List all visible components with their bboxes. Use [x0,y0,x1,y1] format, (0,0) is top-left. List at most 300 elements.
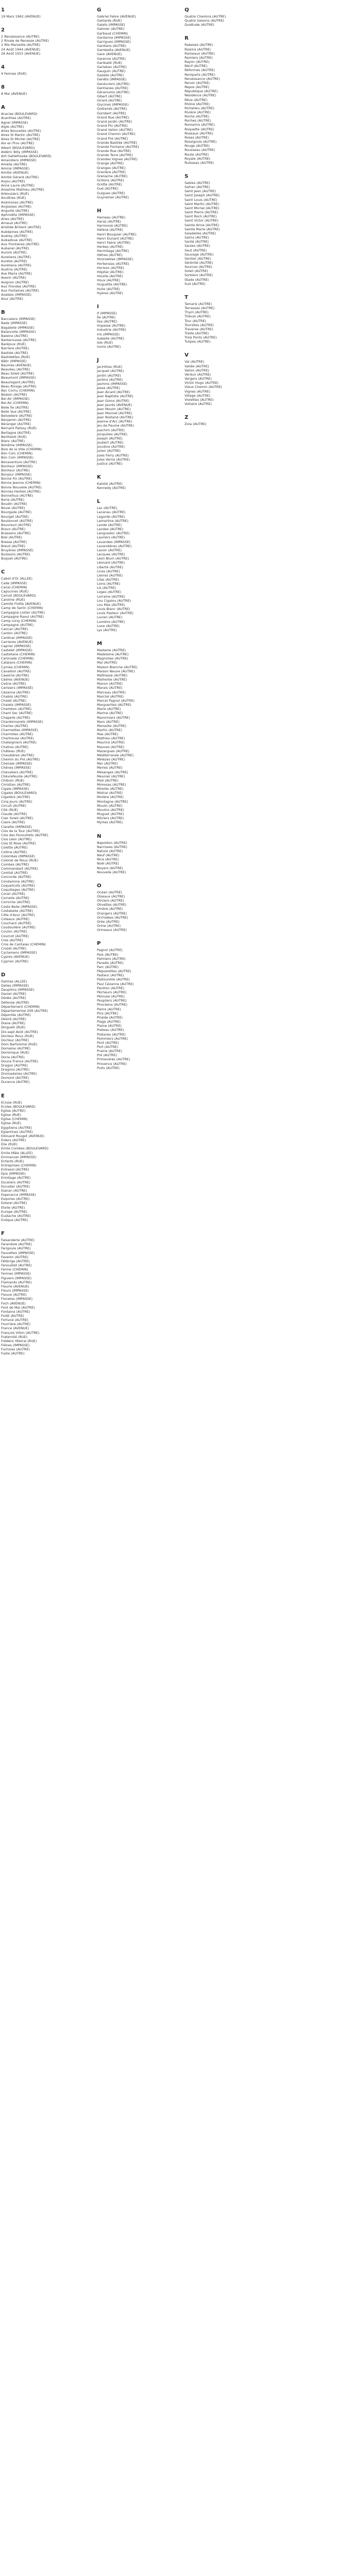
index-section [185,352,257,406]
street-entry: Lune (AUTRE) [97,623,120,628]
street-entry: Foch (AVENUE) [1,1301,26,1306]
street-entry: Maronniers (AUTRE) [97,715,130,720]
index-section [97,358,169,466]
street-entry: Fuchsias (AUTRE) [1,1347,30,1352]
street-entry: Sentier (AUTRE) [185,256,211,261]
street-entry: Voltaire (AUTRE) [185,402,212,406]
section-letter: 8 [1,84,5,91]
street-entry: Fenouillet (AUTRE) [1,1263,32,1268]
street-entry: Baccalans (IMPASSE) [1,317,36,321]
street-entry: Zola (AUTRE) [185,422,207,427]
street-entry: Anjou (AUTRE) [1,179,25,183]
street-entry: Jacinthes (RUE) [97,365,123,369]
street-entry: Rêve (AUTRE) [185,97,208,102]
street-entry: Benjamin (AUTRE) [1,418,31,422]
street-entry: Genévriers (AUTRE) [97,81,130,86]
street-entry: Saules (AUTRE) [185,244,210,248]
street-entry: Herbes (AUTRE) [97,244,124,249]
section-letter: 4 [1,64,5,70]
index-section [1,1093,73,1223]
street-entry: Christian (AUTRE) [1,783,30,787]
street-entry: Bonne Nouvelle (AUTRE) [1,485,42,489]
street-entry: Beau Rivage (AUTRE) [1,384,37,388]
street-entry: Esquires (AUTRE) [1,1197,30,1201]
street-entry: Aires St Michel (AUTRE) [1,137,40,142]
street-entry: Napoléon (AUTRE) [97,840,127,845]
street-entry: Océan (AUTRE) [97,890,122,894]
street-entry: Aigle (AUTRE) [1,124,24,129]
street-entry: Gare (AVENUE) [97,52,122,57]
street-entry: Louis Blanc (AUTRE) [97,607,130,612]
street-entry: Côte d'Azur (AUTRE) [1,912,35,917]
street-entry: Maison Neuve (AUTRE) [97,669,135,673]
street-entry: Pâquerettes (AUTRE) [97,969,131,974]
street-entry: Garibaldi (RUE) [97,60,123,65]
street-entry: Chataigniers (AUTRE) [1,740,37,745]
street-entry: Ombre (AUTRE) [97,907,123,911]
street-entry: Beauregard (AUTRE) [1,380,35,384]
street-entry: Aureliana (AUTRE) [1,263,31,267]
index-section [97,474,169,490]
street-entry: Cournot (AUTRE) [1,934,29,938]
street-entry: Tulipes (AUTRE) [185,340,211,344]
street-entry: Santé (AUTRE) [185,240,209,244]
street-entry: Plateau (AUTRE) [97,1028,124,1032]
street-entry: Grand Pré (AUTRE) [97,136,128,141]
street-entry: Montagne (AUTRE) [97,799,128,804]
street-entry: Boule (AUTRE) [1,506,25,511]
street-entry: Cerisiers (IMPASSE) [1,686,34,690]
street-entry: Aux Fontaines (AUTRE) [1,288,39,293]
street-entry: Fleuve (AUTRE) [1,1293,27,1297]
street-entry: Saladelles (AUTRE) [185,231,216,235]
street-entry: Iris (IMPASSE) [97,332,120,336]
street-entry: Pins (AUTRE) [97,1011,119,1015]
street-entry: Géraniums (AUTRE) [97,90,130,94]
street-entry: Comtat (AUTRE) [1,871,28,875]
street-entry: Galinier (AUTRE) [97,27,125,31]
street-entry: Rameaux (AUTRE) [185,51,215,56]
street-entry: Ecluse (RUE) [1,1100,22,1105]
street-entry: Garrigues (IMPASSE) [97,39,131,44]
street-entry: Trois Ponts (AUTRE) [185,335,217,340]
street-entry: Gabriel Fabre (AVENUE) [97,14,136,19]
section-letter: Z [185,415,189,421]
street-entry: Violettes (AUTRE) [185,397,214,402]
street-entry: Emile Combes (BOULEVARD) [1,1146,48,1151]
street-entry: Hirondelles (IMPASSE) [97,257,134,262]
street-entry: Dromadaires (AUTRE) [1,1072,37,1076]
street-entry: Départemental 206 (AUTRE) [1,1008,48,1013]
street-entry: Chatres (AUTRE) [1,744,29,749]
street-entry: Fauvettes (IMPASSE) [1,1250,35,1255]
street-entry: Coulon (AUTRE) [1,929,27,934]
street-entry: Escaliers (AUTRE) [1,1180,30,1184]
street-entry: Hyères (AUTRE) [97,291,123,295]
street-entry: Garbaud (CHEMIN) [97,31,128,36]
street-entry: Ormeaux (AUTRE) [97,928,127,933]
street-entry: Dom Bartolomé (RUE) [1,1042,38,1047]
street-entry: Jean Rostand (AUTRE) [97,415,134,420]
street-entry: Charmettes (IMPASSE) [1,727,38,732]
street-entry: Touristes (AUTRE) [185,323,214,327]
section-letter: N [97,833,102,839]
street-entry: Sources (AUTRE) [185,265,212,269]
street-entry: Jean Baptiste (AUTRE) [97,394,134,399]
street-entry: Chevaliers (AUTRE) [1,770,34,774]
street-entry: Roquette (AUTRE) [185,127,214,131]
street-entry: Clos St Rose (AUTRE) [1,841,36,846]
street-entry: Lucien (AUTRE) [97,615,123,620]
street-entry: Docteur Roux (RUE) [1,1033,34,1038]
street-entry: Léon Blum (AUTRE) [97,556,129,561]
street-entry: Concorde (AUTRE) [1,875,31,879]
street-entry: Belle Île (AUTRE) [1,405,29,410]
street-entry: Eglantines (AUTRE) [1,1129,33,1134]
street-entry: 2 Rte Marseille (AUTRE) [1,43,41,47]
section-letter: J [97,358,99,364]
street-entry: Meunier (AUTRE) [97,774,125,778]
street-entry: Gambetta (AVENUE) [97,48,130,53]
street-entry: Domaine (AUTRE) [1,1046,31,1051]
street-entry: Salins (AUTRE) [185,235,209,240]
street-entry: Saint Victor (AUTRE) [185,218,219,223]
street-entry: Flamands (AUTRE) [1,1280,32,1284]
street-entry: Carrieres (AVENUE) [1,639,33,644]
street-entry: Houille (AUTRE) [97,274,123,279]
street-entry: Orangers (AUTRE) [97,911,127,916]
street-entry: Chenaie (IMPASSE) [1,761,32,766]
street-entry: Soleil (AUTRE) [185,269,208,274]
street-entry: Cavaillon (AUTRE) [1,669,31,673]
street-entry: Hélène (AUTRE) [97,228,123,232]
index-section [185,36,257,165]
section-letter: 2 [1,27,5,33]
street-entry: Grandes Vignes (AUTRE) [97,157,138,162]
street-entry: Dix-sept Août (AUTRE) [1,1029,38,1034]
street-entry: Joseph (AUTRE) [97,436,123,440]
street-entry: Prairie (AUTRE) [97,1049,122,1054]
street-entry: Breuil (AUTRE) [1,544,25,548]
street-entry: Lavandes (IMPASSE) [97,539,130,544]
street-entry: Forêt (AUTRE) [1,1313,24,1318]
street-entry: Pastourelle (AUTRE) [97,977,130,982]
street-entry: Arles (AUTRE) [1,217,24,222]
section-letter: Q [185,7,189,13]
street-entry: Doria (AUTRE) [1,1055,25,1059]
street-entry: Couchant (AUTRE) [1,921,31,926]
street-entry: Récif (AUTRE) [185,64,208,69]
street-entry: Eglise (RUE) [1,1121,22,1126]
street-entry: Chibron (RUE) [1,778,24,783]
street-entry: Madame (AUTRE) [97,648,126,652]
street-entry: Docteur (AUTRE) [1,1038,29,1042]
street-entry: Grande Bastide (AUTRE) [97,140,137,145]
street-entry: Corniche (AUTRE) [1,900,30,905]
street-entry: Lacanau (AUTRE) [97,510,126,515]
street-entry: Mauves (AUTRE) [97,744,124,749]
index-section [1,972,73,1084]
street-entry: Borie (AUTRE) [1,498,25,502]
street-entry: Fermes (IMPASSE) [1,1272,31,1276]
street-entry: Clarette (IMPASSE) [1,824,32,829]
street-entry: Balancelle (IMPASSE) [1,329,36,334]
street-entry: Cyprien (AUTRE) [1,959,29,963]
section-letter: M [97,641,102,647]
street-entry: Sorbiers (AUTRE) [185,273,213,278]
index-section [1,1231,73,1355]
street-entry: Lumière (AUTRE) [97,619,125,624]
street-entry: Bonaventure (AUTRE) [1,460,37,464]
street-entry: République (AUTRE) [185,89,218,94]
street-entry: Austria (AUTRE) [1,267,28,272]
street-entry: Amitié Gérard (AUTRE) [1,175,39,179]
street-entry: Peupliers (AUTRE) [97,998,127,1003]
street-entry: Saint Roch (AUTRE) [185,214,217,219]
street-entry: Chalets (IMPASSE) [1,703,31,707]
street-entry: Aristide Brillant (AUTRE) [1,225,41,230]
street-entry: Vallée (AUTRE) [185,364,209,368]
street-entry: Réformes (AUTRE) [185,68,215,73]
index-section [97,641,169,825]
street-entry: Lices (AUTRE) [97,569,120,573]
street-entry: Liberté (AUTRE) [97,565,123,569]
street-entry: Noyers (AUTRE) [97,866,123,870]
section-letter: V [185,352,189,359]
street-entry: Marais (AUTRE) [97,686,123,690]
street-entry: Rousseau (AUTRE) [185,148,216,152]
street-entry: Dahlias (ALLEE) [1,979,27,984]
street-entry: Sables (AUTRE) [185,181,210,185]
index-section [97,883,169,933]
street-entry: 4 Fermes (RUE) [1,71,27,76]
street-entry: Cinq Jours (AUTRE) [1,799,32,804]
street-entry: Pommiers (AUTRE) [97,1036,128,1041]
street-entry: Bernard Palissy (RUE) [1,426,37,431]
street-entry: Maison Blanche (AUTRE) [97,665,138,669]
street-entry: Beaulieu (AUTRE) [1,367,30,372]
street-entry: Julien (AUTRE) [97,449,121,453]
street-entry: Loges (AUTRE) [97,590,122,595]
section-letter: E [1,1093,5,1099]
street-entry: Grande Terre (AUTRE) [97,153,133,158]
street-entry: Baumes (AVENUE) [1,363,31,367]
street-entry: Hameau (AUTRE) [97,215,126,219]
street-entry: Baleine (AUTRE) [1,333,28,338]
street-entry: Clos de la Tour (AUTRE) [1,828,40,833]
street-entry: Maurice (AUTRE) [97,740,125,745]
street-entry: Huguette (AUTRE) [97,282,127,287]
street-entry: Lorraine (AUTRE) [97,594,125,599]
street-entry: Orchidées (AUTRE) [97,915,128,920]
street-entry: Jean Monnet (AUTRE) [97,411,132,415]
street-entry: Sérénité (AUTRE) [185,260,213,265]
street-entry: Stade (AUTRE) [185,277,209,282]
street-entry: Royale (AUTRE) [185,156,210,161]
street-entry: Tilleuls (AUTRE) [185,314,211,319]
street-entry: Provence (AUTRE) [97,1061,127,1066]
street-entry: Daniel (AUTRE) [1,992,26,996]
street-entry: Jean Giono (AUTRE) [97,398,129,403]
index-section [185,415,257,426]
street-entry: Eglise (RUE) [1,1113,22,1117]
street-entry: Caprier (IMPASSE) [1,643,31,648]
street-entry: Louis Pasteur (AUTRE) [97,611,134,616]
street-entry: Îles (AUTRE) [97,319,118,324]
street-entry: Belle Vue (AUTRE) [1,409,31,414]
street-entry: Jasmins (IMPASSE) [97,381,127,386]
street-entry: Chaudières (AUTRE) [1,753,35,757]
street-entry: Eseran (AUTRE) [1,1188,27,1193]
index-section [1,84,73,96]
street-entry: Kalisté (AUTRE) [97,482,123,486]
street-entry: Mûriers (AUTRE) [97,816,124,821]
street-entry: Bedoin (AUTRE) [1,393,27,397]
street-entry: Aphrodite (IMPASSE) [1,213,35,217]
street-entry: Chapelle (AUTRE) [1,715,30,720]
street-entry: Dédés (AUTRE) [1,996,26,1001]
street-entry: Aires Nouvelles (AUTRE) [1,128,41,133]
street-entry: Route (AUTRE) [185,152,209,157]
street-entry: Hôpital (AUTRE) [97,269,124,274]
street-entry: Pinède (AUTRE) [97,1015,123,1020]
street-entry: Boudin (AUTRE) [1,502,27,506]
street-entry: Platanes (AUTRE) [97,1032,126,1037]
street-entry: Gazelle (AUTRE) [97,73,124,78]
street-entry: Camille Flotte (AVENUE) [1,602,41,606]
street-entry: Justice (AUTRE) [97,461,123,466]
street-entry: Saint Louis (AUTRE) [185,197,218,202]
street-entry: Belvedere (AUTRE) [1,413,32,418]
street-entry: Dauphins (IMPASSE) [1,988,35,992]
street-entry: Ramiers (AUTRE) [185,55,213,60]
street-entry: Ecoles (BOULEVARD) [1,1104,36,1109]
street-entry: Baréjoux (RUE) [1,342,26,347]
street-entry: Marcel Pagnol (AUTRE) [97,698,135,703]
street-entry: Campagne (AUTRE) [1,623,34,628]
street-entry: Palmiers (AUTRE) [97,956,126,961]
street-entry: Haras (AUTRE) [97,219,122,224]
street-entry: Traverse (AUTRE) [185,327,213,331]
street-entry: Pagnol (AUTRE) [97,948,123,953]
street-entry: Méditerranée (AUTRE) [97,753,134,757]
street-entry: Ant Gattefossée (BOULEVARD) [1,154,52,158]
street-entry: Sainte Anne (AUTRE) [185,223,220,227]
street-entry: Grande Rue (AUTRE) [97,149,131,153]
street-entry: 2 Renaissance (AUTRE) [1,35,40,39]
street-entry: Midi (AUTRE) [97,778,119,783]
street-entry: Cézanne (AUTRE) [1,690,30,694]
street-entry: Saint Jean (AUTRE) [185,189,216,194]
street-entry: Anselme Mathieu (AUTRE) [1,188,44,192]
street-entry: Renoir (AUTRE) [185,80,210,85]
street-entry: Fleurs (IMPASSE) [1,1289,29,1293]
street-entry: Roche (AUTRE) [185,114,210,119]
street-entry: Durance (AUTRE) [1,1080,30,1084]
index-column [1,7,73,1365]
street-entry: Albert (BOULEVARD) [1,145,35,150]
street-entry: Mimosas (AUTRE) [97,783,126,787]
street-entry: Clos des Fenouillets (AUTRE) [1,833,48,837]
street-entry: Floralies (IMPASSE) [1,1297,33,1301]
street-entry: Elie (RUE) [1,1142,18,1147]
street-entry: Primevères (AUTRE) [97,1057,130,1062]
street-entry: Orée (AUTRE) [97,919,120,924]
street-entry: Mésanges (AUTRE) [97,770,128,774]
section-letter: D [1,972,6,978]
street-entry: Moulins (AUTRE) [97,807,124,812]
street-entry: Dumont (AUTRE) [1,1076,29,1080]
street-entry: Audrey (AUTRE) [1,233,28,238]
street-entry: Buissons (AUTRE) [1,552,30,557]
street-entry: Lou Cigalou (AUTRE) [97,598,131,603]
street-entry: Rossignols (AUTRE) [185,140,217,144]
street-entry: Mathieu (AUTRE) [97,736,125,741]
street-entry: Goélands (AUTRE) [97,107,127,111]
street-entry: Lande (AUTRE) [97,522,122,527]
street-entry: Chèvrefeuille (AUTRE) [1,774,38,778]
street-entry: Canal (CHEMIN) [1,585,27,589]
street-entry: Jardins (AUTRE) [97,377,123,382]
street-entry: Aubadoue (AUTRE) [1,238,32,242]
street-entry: Gardians (AUTRE) [97,44,126,48]
street-entry: Île (AUTRE) [97,315,116,319]
street-entry: Jules Ferry (AUTRE) [97,453,129,457]
street-entry: Bagatelle (IMPASSE) [1,325,35,330]
street-entry: Landes (AUTRE) [97,527,124,532]
street-entry: Bec Cornu (CHEMIN) [1,388,35,393]
street-entry: Houx (AUTRE) [97,278,120,283]
street-entry: Chant Sec (AUTRE) [1,711,32,716]
street-entry: Galets (IMPASSE) [97,23,125,27]
street-entry: Tour (AUTRE) [185,318,206,323]
street-entry: Hêtres (AUTRE) [97,253,123,258]
street-entry: Mars (AUTRE) [97,719,120,724]
street-entry: Bonne Jeanne (CHEMIN) [1,481,41,485]
street-entry: Guigues (AUTRE) [97,191,125,195]
street-entry: Bertagne (AUTRE) [1,430,31,435]
street-entry: Pasteur (AUTRE) [97,973,124,978]
street-entry: Garlaban (AUTRE) [97,64,127,69]
street-entry: Manon (AUTRE) [97,682,123,686]
street-entry: Grillons (AUTRE) [97,178,124,183]
street-entry: Aurélie (AUTRE) [1,259,27,263]
street-entry: Cornelle (AUTRE) [1,896,29,901]
street-entry: Cité (RUE) [1,807,18,812]
street-entry: Europe (AUTRE) [1,1209,27,1214]
street-entry: Narcisses (AUTRE) [97,844,127,849]
street-entry: Gombert (AUTRE) [97,111,126,115]
street-entry: Costebelle (AUTRE) [1,908,34,913]
street-entry: Muguet (AUTRE) [97,812,124,817]
street-entry: Jardin (AUTRE) [97,373,121,378]
index-section [97,499,169,632]
street-entry: Roses (AUTRE) [185,135,209,140]
section-letter: P [97,941,101,947]
street-entry: Dingueti (RUE) [1,1025,26,1030]
section-letter: H [97,208,102,214]
street-entry: Amandiers (IMPASSE) [1,158,37,162]
street-entry: Jouvène (AUTRE) [97,445,125,449]
street-entry: Bade (IMPASSE) [1,321,27,326]
street-entry: Charmilles (AUTRE) [1,732,34,737]
street-entry: Cèdres (AVENUE) [1,677,30,682]
street-entry: Coteaux (AUTRE) [1,917,30,921]
street-entry: Industrie (AUTRE) [97,328,126,332]
street-entry: Sud (AUTRE) [185,281,206,286]
street-entry: Bonjour (IMPASSE) [1,472,32,477]
street-entry: Figuiers (IMPASSE) [1,1276,32,1280]
